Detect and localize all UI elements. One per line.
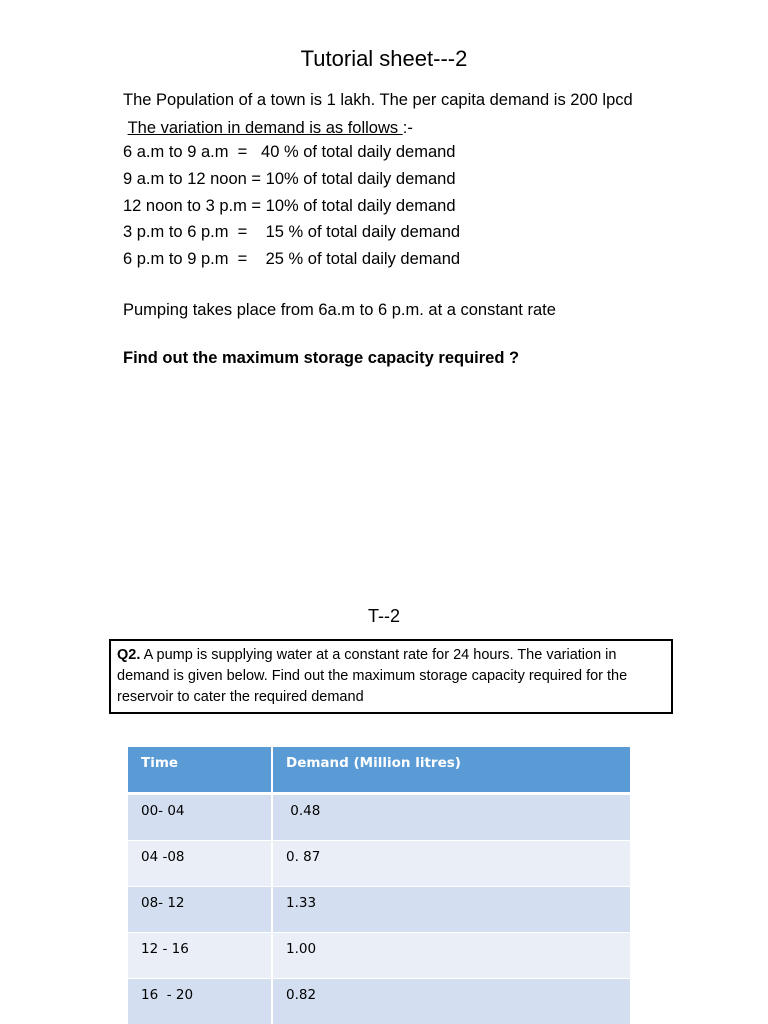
demand-cell: 0.48 [272,794,630,841]
variation-suffix: :- [402,119,413,137]
section-label: T--2 [367,606,400,626]
demand-line: 3 p.m to 6 p.m = 15 % of total daily demand [123,223,461,242]
demand-cell: 1.00 [272,933,630,979]
table-row [128,794,630,841]
time-cell: 08- 12 [128,887,272,933]
demand-cell: 0.82 [272,979,630,1024]
spacer [123,321,643,347]
time-cell: 00- 04 [128,794,272,841]
spacer [123,273,643,299]
demand-line: 9 a.m to 12 noon = 10% of total daily demand [123,169,456,188]
problem-1 [123,89,643,369]
demand-line: 12 noon to 3 p.m = 10% of total daily demand [123,196,456,215]
question-box [109,639,673,714]
demand-line: 6 a.m to 9 a.m = 40 % of total daily demand [123,143,456,161]
demand-table [128,747,630,1024]
table-header-row [128,747,630,794]
question-text: Find out the maximum storage capacity required ? [123,348,520,367]
demand-line: 6 p.m to 9 p.m = 25 % of total daily demand [123,250,461,269]
variation-heading: The variation in demand is as follows [127,119,403,137]
intro-text: The Population of a town is 1 lakh. The per capita demand is 200 lpcd [123,91,633,109]
column-header-time: Time [128,747,272,794]
demand-cell: 0. 87 [272,841,630,887]
question-number: Q2. [117,647,141,663]
page-title: Tutorial sheet---2 [300,46,468,71]
demand-cell: 1.33 [272,887,630,933]
time-cell: 16 - 20 [128,979,272,1024]
variation-heading-line [123,117,643,139]
table-row [128,933,630,979]
question-body: A pump is supplying water at a constant rate for 24 hours. The variation in demand is given below. Find out the maximum storage capacity required for the reservoir to cater the required demand [117,647,628,705]
time-cell: 12 - 16 [128,933,272,979]
column-header-demand: Demand (Million litres) [272,747,630,794]
pumping-text: Pumping takes place from 6a.m to 6 p.m. at a constant rate [123,300,556,319]
table-row [128,887,630,933]
table-row [128,979,630,1024]
table-row [128,841,630,887]
time-cell: 04 -08 [128,841,272,887]
